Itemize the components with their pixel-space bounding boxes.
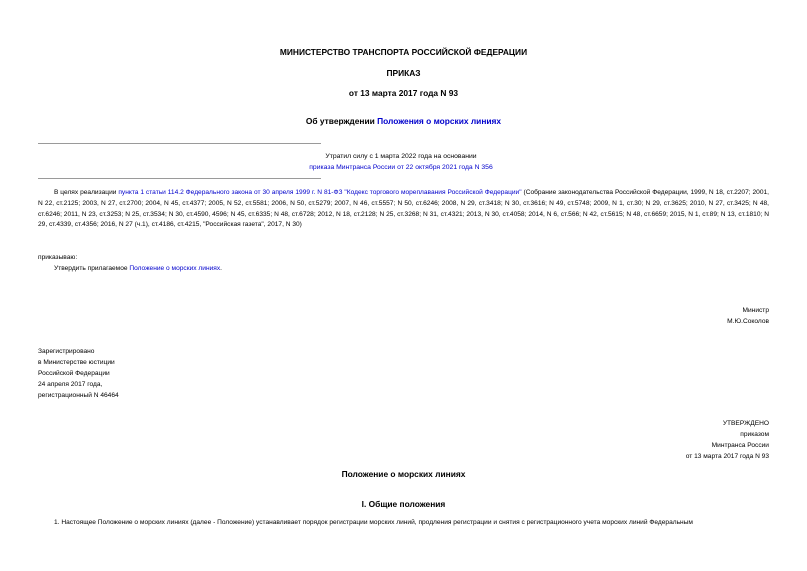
divider-bottom: [38, 178, 321, 179]
approved-line: Минтранса России: [711, 442, 769, 449]
signatory-name: М.Ю.Соколов: [727, 318, 769, 325]
regulation-link[interactable]: Положения о морских линиях: [377, 116, 502, 126]
approve-line: [54, 265, 222, 272]
repeal-order-link[interactable]: приказа Минтранса России от 22 октября 2021 года N 356: [309, 164, 493, 171]
preamble-text: (Собрание законодательства Российской Федерации, 1999, N 18, ст.2207; 2001, N 22, ст.2125; 2003, N 27, ст.2700; 2004, N 45, ст.4377; 2005, N 52, ст.5581; 2006, N 50, ст.5279; 2007, N 46, ст.5557; N 50, ст.6246; 2008, N 29, ст.3418; N 30, ст.3616; N 49, ст.5748; 2009, N 1, ст.30; N 29, ст.3625; 2010, N 27, ст.3425; N 48, ст.6246; 2011, N 23, ст.3253; N 25, ст.3534; N 30, ст.4590, 4596; N 45, ст.6335; N 48, ст.6728; 2012, N 18, ст.2128; N 25, ст.3268; N 31, ст.4321; 2013, N 30, ст.4058; 2014, N 6, ст.566; N 42, ст.5615; N 48, ст.6659; 2015, N 1, ст.89; N 13, ст.1810; N 29, ст.4339, ст.4356; 2016, N 27 (ч.1), ст.4186, ст.4215, "Российская газета", 2017, N 30): [38, 189, 769, 229]
registration-line: Российской Федерации: [38, 370, 110, 377]
registration-line: в Министерстве юстиции: [38, 359, 115, 366]
regulation-title: Положение о морских линиях: [341, 469, 466, 479]
signatory-position: Министр: [742, 307, 769, 314]
approved-block: [686, 418, 769, 462]
approved-line: от 13 марта 2017 года N 93: [685, 453, 769, 460]
preamble-paragraph: [38, 188, 769, 231]
regulation-paragraph-1: 1. Настоящее Положение о морских линиях (далее - Положение) устанавливает порядок регистрации морских линий, продления регистрации и снятия с регистрационного учета морских линий Федеральным: [54, 519, 693, 526]
approved-regulation-link[interactable]: Положение о морских линиях: [129, 265, 221, 272]
divider-top: [38, 143, 321, 144]
approve-suffix: .: [220, 265, 222, 272]
registration-block: [38, 346, 119, 401]
status-note-line: Утратил силу с 1 марта 2022 года на основании: [325, 153, 477, 160]
status-note: [38, 151, 764, 173]
approved-line: УТВЕРЖДЕНО: [722, 420, 769, 427]
preamble-prefix: В целях реализации: [54, 189, 119, 196]
registration-line: регистрационный N 46464: [38, 392, 119, 399]
approve-prefix: Утвердить прилагаемое: [54, 265, 130, 272]
section-heading: I. Общие положения: [361, 499, 446, 509]
order-title: [0, 116, 807, 126]
order-date-heading: от 13 марта 2017 года N 93: [348, 88, 459, 98]
ministry-heading: МИНИСТЕРСТВО ТРАНСПОРТА РОССИЙСКОЙ ФЕДЕРАЦИИ: [279, 47, 528, 57]
code-article-link[interactable]: пункта 1 статьи 114.2 Федерального закона от 30 апреля 1999 г. N 81-ФЗ "Кодекс торгового мореплавания Российской Федерации": [118, 189, 522, 196]
signature-block: [727, 305, 769, 327]
registration-line: Зарегистрировано: [38, 348, 95, 355]
order-title-prefix: Об утверждении: [305, 116, 378, 126]
order-word: приказываю:: [38, 254, 78, 261]
registration-line: 24 апреля 2017 года,: [38, 381, 103, 388]
doc-type-heading: ПРИКАЗ: [386, 68, 421, 78]
approved-line: приказом: [740, 431, 769, 438]
